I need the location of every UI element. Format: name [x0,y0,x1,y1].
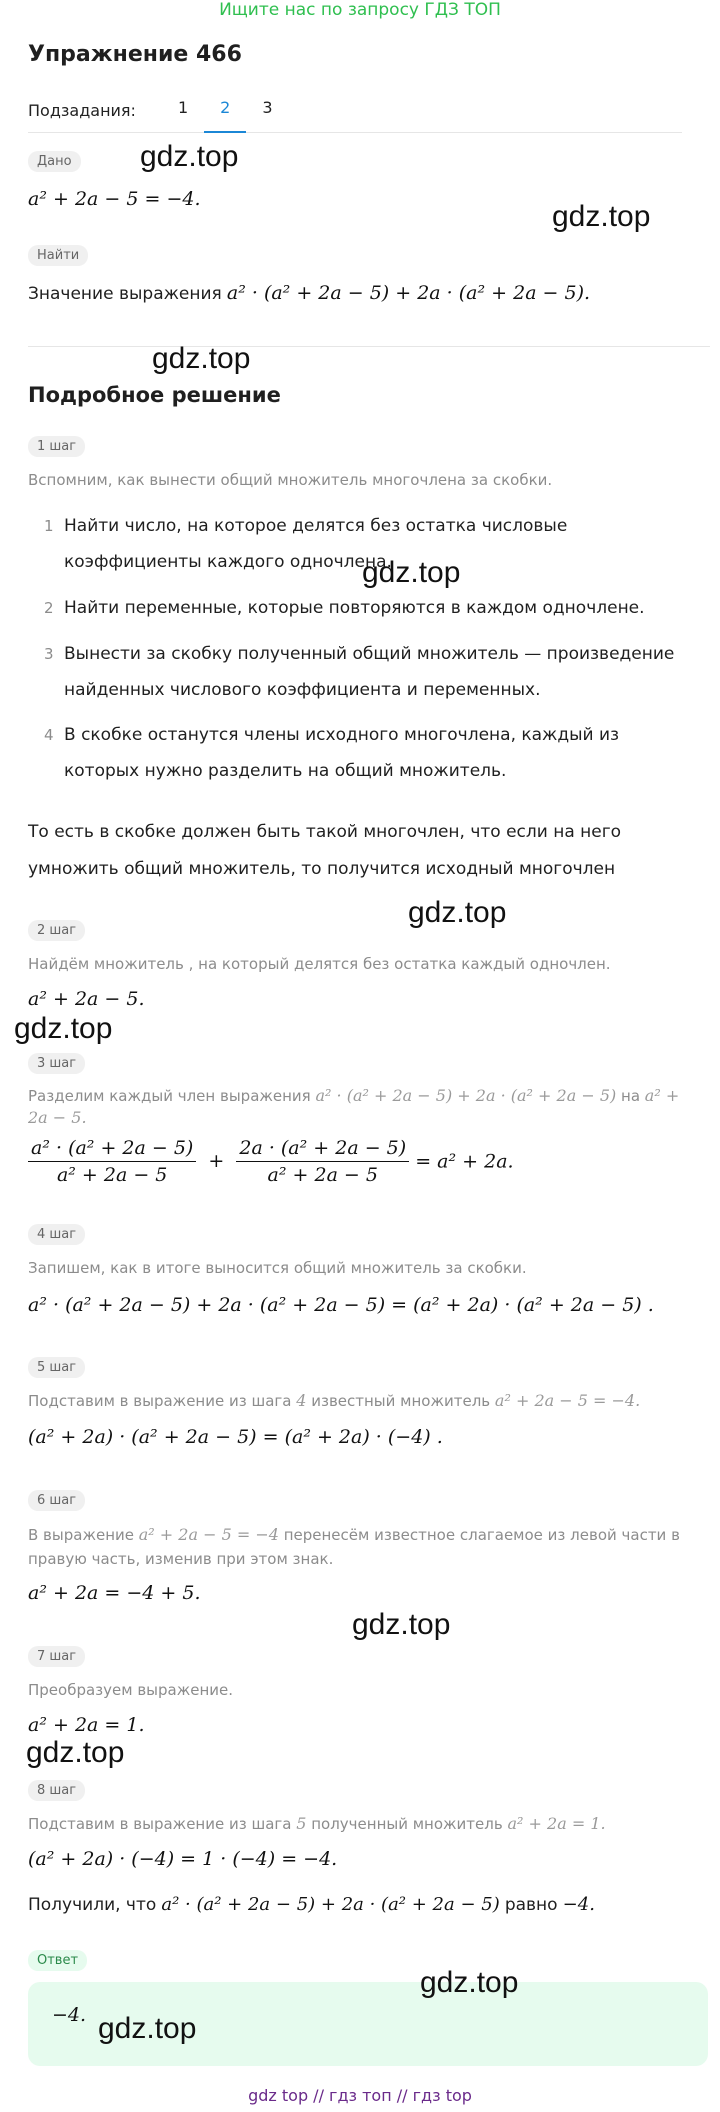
subtasks-label: Подзадания: [28,101,136,120]
solution-title: Подробное решение [28,383,281,407]
fraction-1: $\frac{\text{a² · (a² + 2a − 5)}}{\text{a² + 2a − 5}}$ [28,1137,196,1186]
main-content [0,24,720,133]
find-chip: Найти [28,245,88,266]
watermark: gdz.top [98,2012,197,2045]
find-text: Значение выражения [28,284,222,304]
step1-intro: Вспомним, как вынести общий множитель многочлена за скобки. [28,471,553,489]
list-item: 1 Найти число, на которое делятся без остатка числовые коэффициенты каждого одночлена. [44,516,568,572]
divider [28,346,710,347]
answer-chip: Ответ [28,1950,87,1971]
subtasks-tabs [28,89,682,133]
watermark: gdz.top [352,1608,451,1641]
step8-chip: 8 шаг [28,1780,85,1801]
step1-summary: То есть в скобке должен быть такой многочлен, что если на него умножить общий множитель, то получится исходный многочлен [28,822,622,879]
watermark: gdz.top [26,1736,125,1769]
subtask-tab-3[interactable]: 3 [262,97,273,117]
step7-chip: 7 шаг [28,1646,85,1667]
find-expression: a² · (a² + 2a − 5) + 2a · (a² + 2a − 5). [226,282,591,304]
step8-conclusion: Получили, что a² · (a² + 2a − 5) + 2a · (a² + 2a − 5) равно −4. [28,1894,595,1915]
step8-expression: (a² + 2a) · (−4) = 1 · (−4) = −4. [28,1848,338,1870]
subtask-tab-2[interactable]: 2 [204,89,246,133]
answer-value: −4. [52,2004,87,2026]
list-item: 4 В скобке останутся члены исходного многочлена, каждый из которых нужно разделить на общий множитель. [44,725,620,781]
subtask-tab-1[interactable]: 1 [177,97,189,117]
step6-chip: 6 шаг [28,1490,85,1511]
step5-expression: (a² + 2a) · (a² + 2a − 5) = (a² + 2a) · (−4) . [28,1426,443,1448]
step2-expression: a² + 2a − 5. [28,988,145,1010]
given-chip: Дано [28,151,81,172]
step4-expression: a² · (a² + 2a − 5) + 2a · (a² + 2a − 5) = (a² + 2a) · (a² + 2a − 5) . [28,1294,654,1316]
step3-fraction-row: $\frac{\text{a² · (a² + 2a − 5)}}{\text{a² + 2a − 5}}$ + $\frac{\text{2a · (a² + 2a − 5)}}{\text{a² + 2a − 5}}$ = a² + 2a. [28,1137,514,1186]
step2-chip: 2 шаг [28,920,85,941]
step2-text: Найдём множитель , на который делятся без остатка каждый одночлен. [28,955,611,973]
watermark: gdz.top [152,342,251,375]
page-title: Упражнение 466 [28,42,242,67]
step7-expression: a² + 2a = 1. [28,1714,145,1736]
watermark: gdz.top [14,1012,113,1045]
step7-text: Преобразуем выражение. [28,1681,234,1699]
step6-expression: a² + 2a = −4 + 5. [28,1582,201,1604]
step3-chip: 3 шаг [28,1053,85,1074]
footer-links[interactable]: gdz top // гдз топ // гдз top [248,2086,472,2105]
step4-text: Запишем, как в итоге выносится общий множитель за скобки. [28,1259,527,1277]
fraction-2: $\frac{\text{2a · (a² + 2a − 5)}}{\text{a² + 2a − 5}}$ [236,1137,409,1186]
step5-chip: 5 шаг [28,1357,85,1378]
step6-text: В выражение a² + 2a − 5 = −4 перенесём известное слагаемое из левой части в правую часть, изменив при этом знак. [28,1525,680,1568]
list-item: 3 Вынести за скобку полученный общий множитель — произведение найденных числового коэффициента и переменных. [44,644,675,700]
list-item: 2 Найти переменные, которые повторяются в каждом одночлене. [44,598,645,618]
step3-text: Разделим каждый член выражения a² · (a² + 2a − 5) + 2a · (a² + 2a − 5) на a² + 2a − 5. [28,1086,680,1127]
watermark: gdz.top [362,556,461,589]
watermark: gdz.top [408,896,507,929]
given-expression: a² + 2a − 5 = −4. [28,188,201,210]
step5-text: Подставим в выражение из шага 4 известный множитель a² + 2a − 5 = −4. [28,1391,641,1410]
watermark: gdz.top [140,140,239,173]
step1-chip: 1 шаг [28,436,85,457]
step4-chip: 4 шаг [28,1224,85,1245]
promo-banner[interactable]: Ищите нас по запросу ГДЗ ТОП [219,0,501,20]
find-row [28,282,590,304]
watermark: gdz.top [420,1966,519,1999]
step8-text: Подставим в выражение из шага 5 полученный множитель a² + 2a = 1. [28,1814,606,1833]
watermark: gdz.top [552,200,651,233]
